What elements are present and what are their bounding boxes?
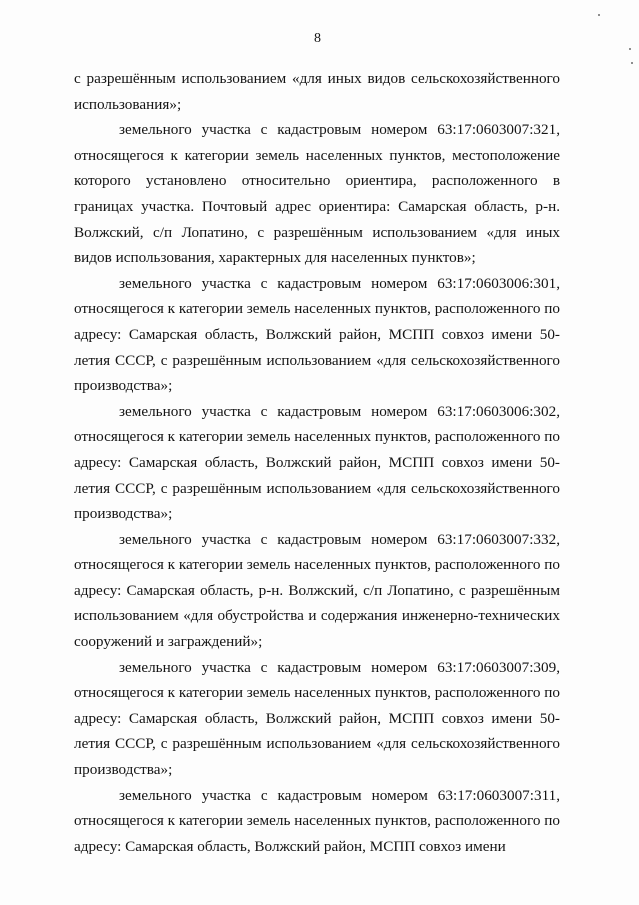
paragraph-parcel-311: земельного участка с кадастровым номером 63:17:0603007:311, относящегося к категории земель населенных пунктов, расположенного по адресу: Самарская область, Волжский район, МСПП совхоз имени [74, 786, 560, 855]
paragraph-parcel-302: земельного участка с кадастровым номером 63:17:0603006:302, относящегося к категории земель населенных пунктов, расположенного по адресу: Самарская область, Волжский район, МСПП совхоз имени 50-летия СССР, с разрешённым использованием «для сельскохозяйственного производства»; [74, 402, 560, 523]
paragraph-parcel-332: земельного участка с кадастровым номером 63:17:0603007:332, относящегося к категории земель населенных пунктов, расположенного по адресу: Самарская область, р-н. Волжский, с/п Лопатино, с разрешённым использованием «для обустройства и содержания инженерно-технических сооружений и заграждений»; [74, 530, 560, 651]
scan-speck [629, 48, 631, 50]
paragraph-continuation: с разрешённым использованием «для иных видов сельскохозяйственного использования»; [74, 70, 560, 113]
paragraph-parcel-309: земельного участка с кадастровым номером 63:17:0603007:309, относящегося к категории земель населенных пунктов, расположенного по адресу: Самарская область, Волжский район, МСПП совхоз имени 50-летия СССР, с разрешённым использованием «для сельскохозяйственного производства»; [74, 658, 560, 779]
scan-speck [598, 14, 600, 16]
paragraph-parcel-301: земельного участка с кадастровым номером 63:17:0603006:301, относящегося к категории земель населенных пунктов, расположенного по адресу: Самарская область, Волжский район, МСПП совхоз имени 50-летия СССР, с разрешённым использованием «для сельскохозяйственного производства»; [74, 274, 560, 395]
paragraph-parcel-321: земельного участка с кадастровым номером 63:17:0603007:321, относящегося к категории земель населенных пунктов, местоположение которого установлено относительно ориентира, расположенного в границах участка. Почтовый адрес ориентира: Самарская область, р-н. Волжский, с/п Лопатино, с разрешённым использованием «для иных видов использования, характерных для населенных пунктов»; [74, 121, 560, 267]
page-number: 8 [314, 31, 321, 46]
document-body [74, 66, 560, 859]
scan-speck [631, 62, 633, 64]
